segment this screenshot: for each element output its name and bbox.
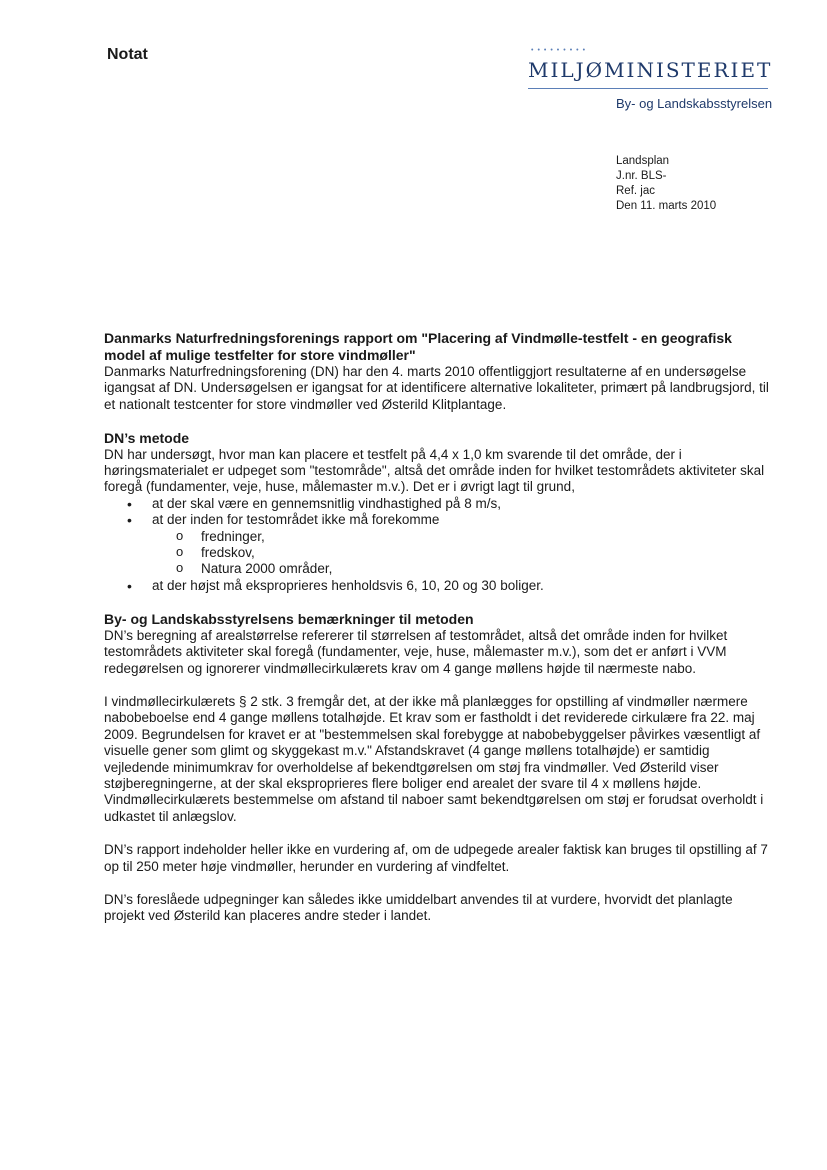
sub-list-item: o fredninger,: [104, 529, 776, 545]
agency-name: By- og Landskabsstyrelsen: [616, 96, 773, 111]
list-item-text: at der inden for testområdet ikke må forekomme: [152, 512, 440, 528]
meta-department: Landsplan: [616, 155, 670, 167]
meta-journal-number: J.nr. BLS-: [616, 170, 667, 182]
meta-date: Den 11. marts 2010: [616, 200, 717, 212]
list-item: • at der skal være en gennemsnitlig vindhastighed på 8 m/s,: [104, 496, 776, 512]
meta-reference: Ref. jac: [616, 185, 655, 197]
method-paragraph: DN har undersøgt, hvor man kan placere et testfelt på 4,4 x 1,0 km svarende til det område, der i høringsmaterialet er udpeget som "testområde", altså det område inden for hvilket testområdets aktiviteter skal foregå (fundamenter, veje, huse, målemaster m.v.). Det er i øvrigt lagt til grund,: [104, 446, 765, 495]
remarks-paragraph-1: DN’s beregning af arealstørrelse refererer til størrelsen af testområdet, altså det område inden for hvilket testområdets aktiviteter skal foregå (fundamenter, veje, huse, målemaster m.v.), som det er anført i VVM redegørelsen og ignorerer vindmøllecirkulærets krav om 4 gange møllens højde til nærmeste nabo.: [104, 627, 728, 676]
sub-list: [104, 529, 776, 578]
document-type-label: Notat: [107, 46, 148, 63]
remarks-paragraph-4: DN’s foreslåede udpegninger kan således ikke umiddelbart anvendes til at vurdere, hvorvidt det planlagte projekt ved Østerild kan placeres andre steder i landet.: [104, 891, 733, 924]
remarks-paragraph-2: I vindmøllecirkulærets § 2 stk. 3 fremgår det, at der ikke må planlægges for opstilling af vindmøller nærmere nabobeboelse end 4 gange møllens totalhøjde. Et krav som er fastholdt i det reviderede cirkulære fra 22. maj 2009. Begrundelsen for kravet er at "bestemmelsen skal forebygge at nabobebyggelser påvirkes væsentligt af visuelle gener som glimt og skyggekast m.v." Afstandskravet (4 gange møllens totalhøjde) er samtidig vejledende minimumkrav for overholdelse af bekendtgørelsen om støj fra vindmøller. Ved Østerild viser støjberegningerne, at der skal eksproprieres flere boliger end arealet der svare til 4 x møllens højde. Vindmøllecirkulærets bestemmelse om afstand til naboer samt bekendtgørelsen om støj er forudsat overholdt i udkastet til anlægslov.: [104, 693, 764, 824]
list-item: • at der højst må eksproprieres henholdsvis 6, 10, 20 og 30 boliger.: [104, 578, 776, 594]
document-title: Danmarks Naturfredningsforenings rapport om "Placering af Vindmølle-testfelt - en geografisk model af mulige testfelter for store vindmøller": [104, 330, 732, 363]
logo-dots: •••••••••: [531, 47, 590, 54]
logo-divider: [528, 88, 768, 89]
criteria-list: [104, 496, 776, 594]
section-heading-method: DN’s metode: [104, 430, 190, 447]
document-body: [104, 330, 776, 925]
sub-list-item: o fredskov,: [104, 545, 776, 561]
section-heading-remarks: By- og Landskabsstyrelsens bemærkninger til metoden: [104, 611, 474, 628]
intro-paragraph: Danmarks Naturfredningsforening (DN) har den 4. marts 2010 offentliggjort resultaterne af en undersøgelse igangsat af DN. Undersøgelsen er igangsat for at identificere alternative lokaliteter, primært på landbrugsjord, til et nationalt testcenter for store vindmøller ved Østerild Klitplantage.: [104, 364, 769, 412]
reference-block: [616, 154, 716, 214]
remarks-paragraph-3: DN’s rapport indeholder heller ikke en vurdering af, om de udpegede arealer faktisk kan bruges til opstilling af 7 op til 250 meter høje vindmøller, herunder en vurdering af vindfeltet.: [104, 842, 768, 874]
list-item: [104, 512, 776, 578]
logo-wordmark: MILJØMINISTERIET: [528, 58, 773, 82]
sub-list-item: o Natura 2000 områder,: [104, 561, 776, 577]
